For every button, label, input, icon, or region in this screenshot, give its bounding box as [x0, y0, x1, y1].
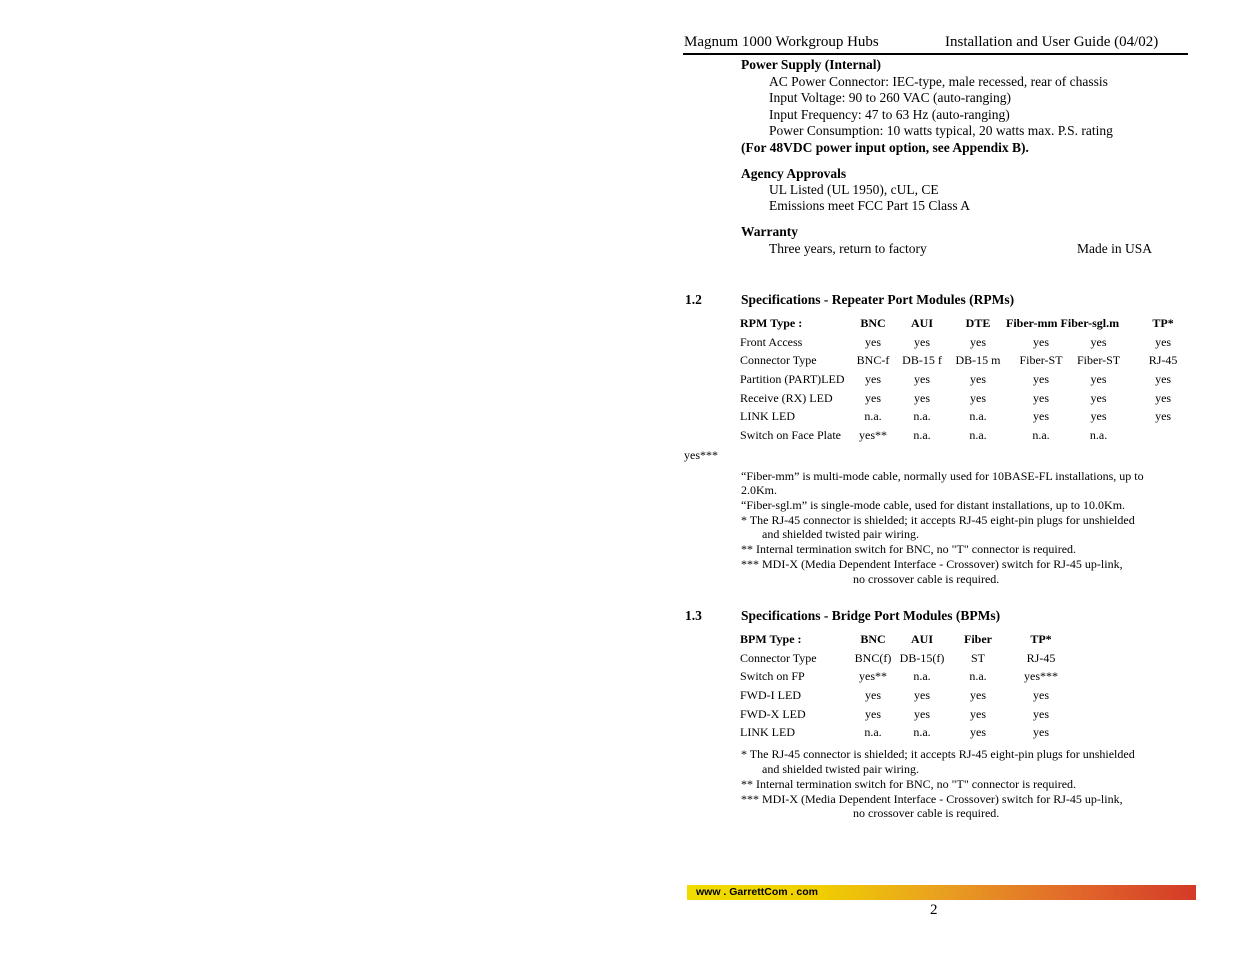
table-cell: n.a. [913, 427, 931, 442]
table-cell: n.a. [913, 409, 931, 424]
table-cell: RJ-45 [1148, 353, 1178, 368]
table-cell: yes [865, 390, 881, 405]
note-line: ** Internal termination switch for BNC, no "T" connector is required. [741, 777, 1077, 791]
table-cell: yes [970, 687, 986, 702]
table-cell: n.a. [969, 427, 987, 442]
power-line: AC Power Connector: IEC-type, male recessed, rear of chassis [769, 74, 1108, 89]
header-cell: BNC [860, 315, 886, 330]
table-row [740, 686, 1077, 705]
table-cell: yes [865, 334, 881, 349]
table-cell: Switch on Face Plate [740, 427, 841, 442]
table-cell: yes [865, 706, 881, 721]
table-cell: yes [1033, 390, 1049, 405]
header-cell: AUI [910, 631, 933, 646]
warranty-title: Warranty [741, 224, 798, 239]
header-cell: RPM Type : [740, 315, 803, 330]
table-cell: LINK LED [740, 409, 795, 424]
table-cell: yes [1155, 409, 1172, 424]
table-cell: yes [1033, 409, 1049, 424]
note-line: “Fiber-mm” is multi-mode cable, normally used for 10BASE-FL installations, up to [741, 469, 1144, 483]
table-cell: yes [865, 371, 881, 386]
header-title: Magnum 1000 Workgroup Hubs [684, 34, 879, 50]
table-overflow-text: yes*** [684, 448, 718, 462]
section-title: Specifications - Repeater Port Modules (RPMs) [741, 292, 1015, 307]
table-cell: BNC(f) [854, 650, 892, 665]
table-cell: yes [970, 371, 986, 386]
table-cell: yes [865, 687, 881, 702]
header-cell: TP* [1152, 315, 1174, 330]
table-row [740, 351, 1206, 370]
footer-url[interactable]: www . GarrettCom . com [696, 886, 818, 898]
agency-line: UL Listed (UL 1950), cUL, CE [769, 182, 939, 197]
table-cell: yes** [859, 669, 887, 684]
note-line: * The RJ-45 connector is shielded; it accepts RJ-45 eight-pin plugs for unshielded [741, 513, 1135, 527]
table-cell: yes [1090, 371, 1107, 386]
table-cell: Receive (RX) LED [740, 390, 833, 405]
table-cell: yes [1090, 409, 1107, 424]
power-title: Power Supply (Internal) [741, 57, 882, 72]
section-number: 1.3 [685, 608, 702, 623]
note-line: “Fiber-sgl.m” is single-mode cable, used for distant installations, up to 10.0Km. [741, 498, 1126, 512]
table-cell: DB-15(f) [899, 650, 945, 665]
table-row [740, 370, 1206, 389]
table-cell: n.a. [1032, 427, 1050, 442]
table-cell: yes [1155, 371, 1172, 386]
table-cell: FWD-X LED [740, 706, 806, 721]
table-row [740, 649, 1077, 668]
table-cell: n.a. [864, 725, 882, 740]
table-cell: n.a. [1089, 427, 1108, 442]
table-cell: Fiber-ST [1077, 353, 1121, 368]
power-line: Input Frequency: 47 to 63 Hz (auto-ranging) [769, 107, 1010, 122]
note-line: no crossover cable is required. [853, 572, 1000, 586]
table-cell: yes [1090, 390, 1107, 405]
table-cell: Connector Type [740, 353, 817, 368]
note-line: and shielded twisted pair wiring. [762, 762, 919, 776]
agency-title: Agency Approvals [741, 166, 847, 181]
header-cell-fiber [1005, 314, 1120, 333]
table-row [740, 407, 1206, 426]
table-header-row [740, 630, 1077, 649]
table-cell: yes [1155, 334, 1172, 349]
table-cell: yes [914, 334, 930, 349]
power-line: Power Consumption: 10 watts typical, 20 watts max. P.S. rating [769, 123, 1113, 138]
header-cell: BPM Type : [740, 631, 802, 646]
table-row [740, 389, 1206, 408]
table-cell: Fiber-ST [1019, 353, 1063, 368]
table-cell: n.a. [913, 725, 931, 740]
note-line: 2.0Km. [741, 483, 777, 497]
warranty-line: Three years, return to factory [769, 241, 927, 256]
table-cell: LINK LED [740, 725, 795, 740]
table-cell: n.a. [969, 409, 987, 424]
table-cell [1120, 426, 1206, 445]
header-guide: Installation and User Guide (04/02) [945, 34, 1159, 50]
section-number: 1.2 [685, 292, 702, 307]
table-cell: yes [970, 725, 986, 740]
table-row [740, 333, 1206, 352]
table-cell: yes [970, 390, 986, 405]
section-title: Specifications - Bridge Port Modules (BPMs) [741, 608, 1001, 623]
note-line: and shielded twisted pair wiring. [762, 527, 919, 541]
table-row [740, 426, 1206, 445]
made-in-usa: Made in USA [1077, 241, 1152, 256]
table-cell: yes [970, 706, 986, 721]
header-cell: Fiber [964, 631, 992, 646]
table-cell: Connector Type [740, 650, 817, 665]
note-line: *** MDI-X (Media Dependent Interface - Crossover) switch for RJ-45 up-link, [741, 792, 1123, 806]
table-cell: yes [970, 334, 986, 349]
table-cell: Partition (PART)LED [740, 371, 845, 386]
table-cell: yes [914, 687, 930, 702]
header-cell: TP* [1030, 631, 1052, 646]
table-cell: n.a. [913, 669, 931, 684]
table-header-row [740, 314, 1206, 333]
table-cell: yes [1033, 687, 1049, 702]
footer-banner [687, 885, 1196, 900]
page-number: 2 [930, 902, 938, 918]
power-note: (For 48VDC power input option, see Appendix B). [741, 140, 1029, 155]
table-cell: Front Access [740, 334, 803, 349]
table-cell: yes [914, 371, 930, 386]
header-cell: Fiber-mm [1006, 315, 1058, 330]
table-cell: yes [1155, 390, 1172, 405]
table-cell: DB-15 f [902, 353, 942, 368]
power-line: Input Voltage: 90 to 260 VAC (auto-ranging) [769, 90, 1011, 105]
table-row [740, 705, 1077, 724]
table-cell: DB-15 m [955, 353, 1001, 368]
table-cell: Switch on FP [740, 669, 805, 684]
table-cell: FWD-I LED [740, 687, 801, 702]
table-cell: BNC-f [856, 353, 890, 368]
table-cell: ST [970, 650, 985, 665]
note-line: no crossover cable is required. [853, 806, 1000, 820]
table-cell: yes [914, 390, 930, 405]
table-cell: yes [1090, 334, 1107, 349]
header-cell: DTE [965, 315, 991, 330]
table-row [740, 723, 1077, 742]
table-cell: yes [1033, 371, 1049, 386]
table-cell: yes [914, 706, 930, 721]
rpm-table [740, 314, 1206, 445]
table-cell: yes [1033, 706, 1049, 721]
note-line: *** MDI-X (Media Dependent Interface - Crossover) switch for RJ-45 up-link, [741, 557, 1123, 571]
table-cell: yes** [859, 427, 887, 442]
header-cell: AUI [910, 315, 933, 330]
table-cell: n.a. [969, 669, 987, 684]
table-cell: yes*** [1024, 669, 1058, 684]
header-cell: BNC [860, 631, 886, 646]
header-rule [683, 53, 1188, 55]
note-line: * The RJ-45 connector is shielded; it accepts RJ-45 eight-pin plugs for unshielded [741, 747, 1135, 761]
bpm-table [740, 630, 1077, 742]
note-line: ** Internal termination switch for BNC, no "T" connector is required. [741, 542, 1077, 556]
table-cell: yes [1033, 334, 1049, 349]
header-cell: Fiber-sgl.m [1060, 315, 1120, 330]
table-row [740, 667, 1077, 686]
table-cell: RJ-45 [1026, 650, 1056, 665]
agency-line: Emissions meet FCC Part 15 Class A [769, 198, 971, 213]
table-cell: yes [1033, 725, 1049, 740]
table-cell: n.a. [864, 409, 882, 424]
